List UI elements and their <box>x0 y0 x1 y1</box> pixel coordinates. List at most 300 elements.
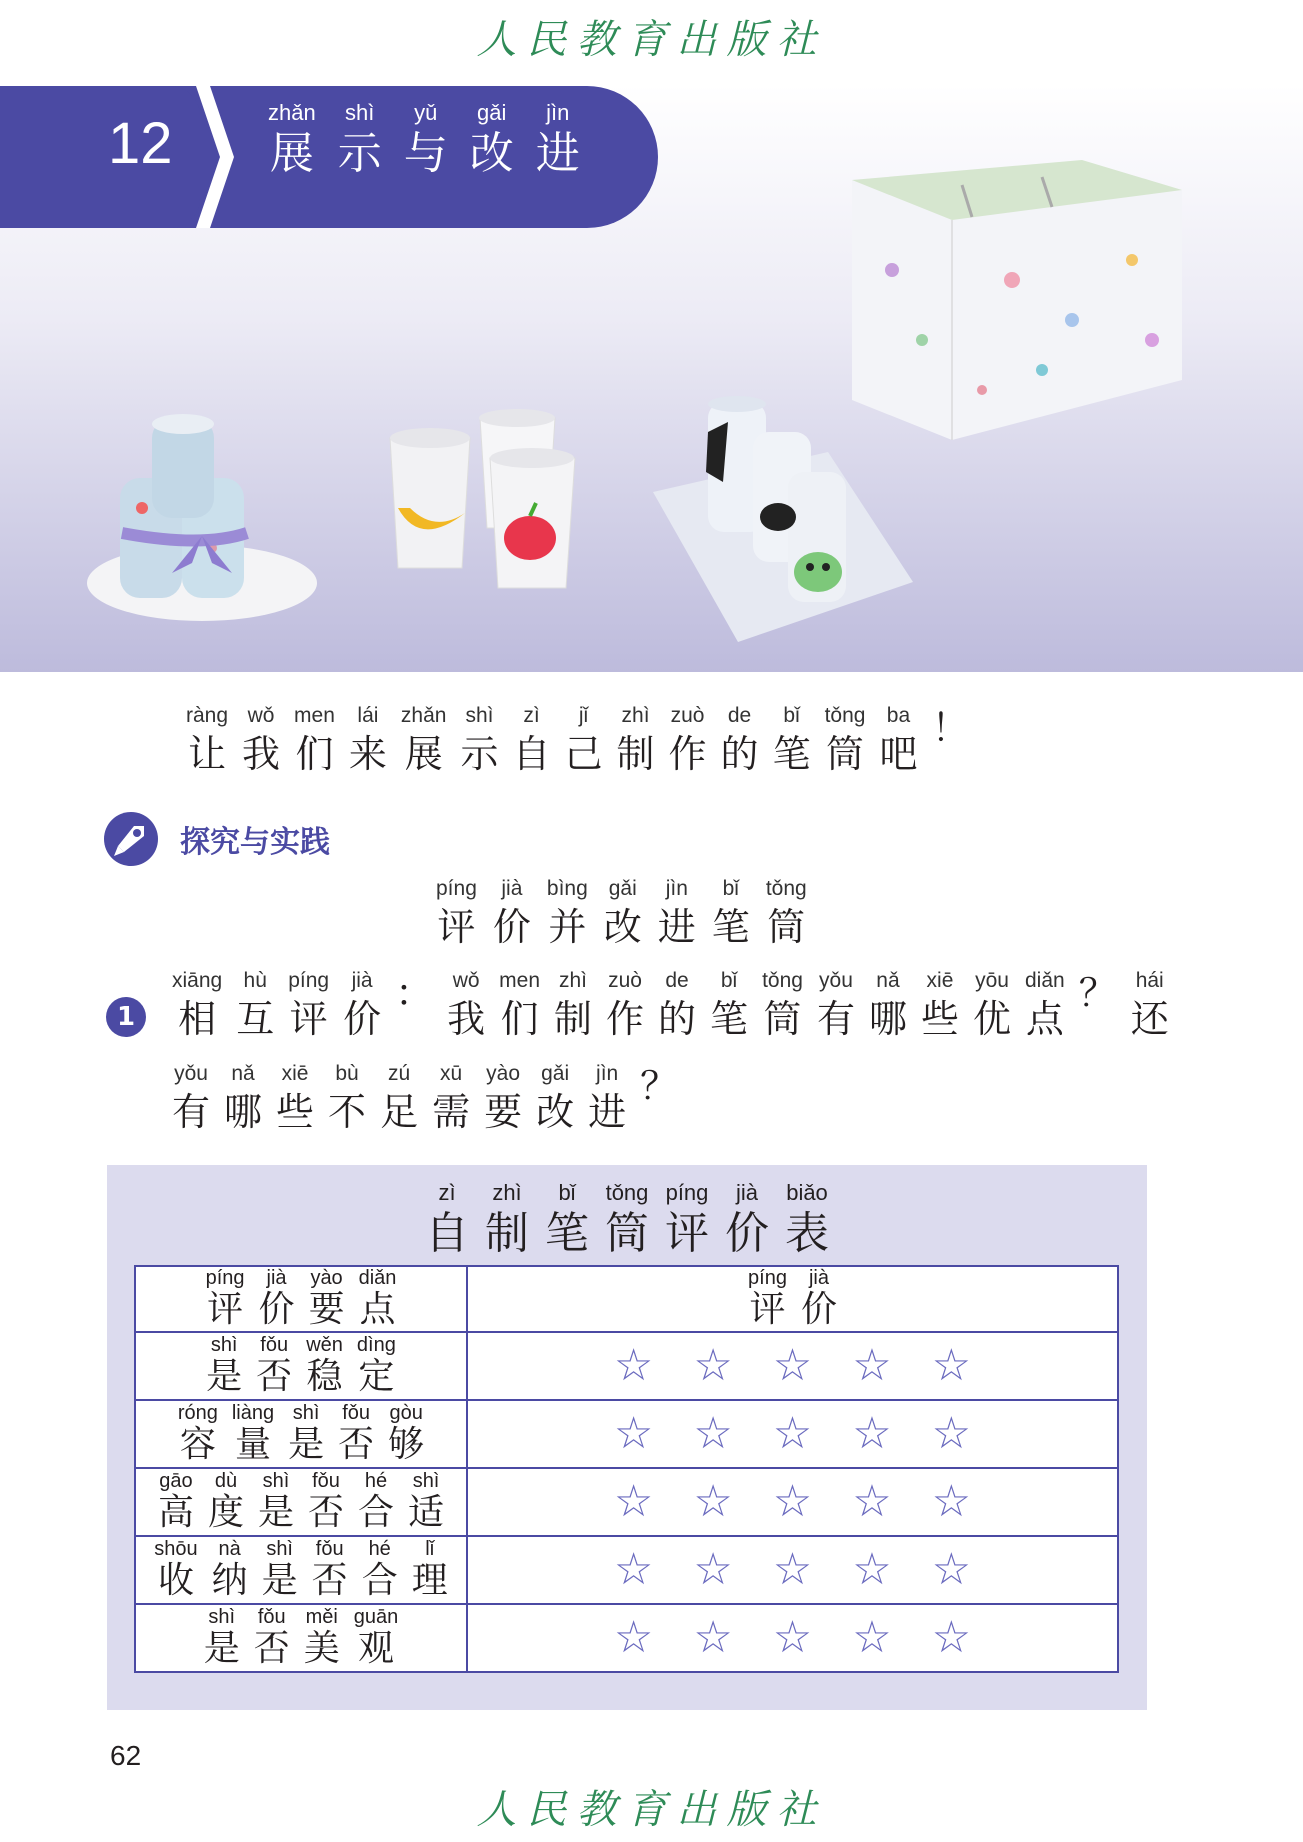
hanzi: 价 <box>343 997 382 1041</box>
pinyin: tǒng <box>765 877 807 900</box>
pinyin: píng <box>665 1180 709 1205</box>
pinyin: nǎ <box>876 969 900 992</box>
pinyin: tǒng <box>605 1180 649 1205</box>
ruby-char <box>288 968 329 1044</box>
hanzi: 价 <box>492 905 531 949</box>
ruby-char <box>357 1334 396 1398</box>
ruby-char <box>186 703 228 779</box>
ruby-char <box>470 100 514 182</box>
hanzi: 观 <box>358 1628 395 1669</box>
hanzi: 笔 <box>545 1208 589 1259</box>
hanzi: 来 <box>348 732 387 776</box>
pinyin: fǒu <box>257 1606 286 1628</box>
hanzi: 足 <box>380 1090 419 1134</box>
evaluation-table <box>134 1265 1119 1673</box>
ruby-char <box>432 1061 470 1137</box>
ruby-char <box>306 1334 343 1398</box>
ruby-char <box>640 1061 678 1137</box>
hanzi: 自 <box>425 1208 469 1259</box>
section-label: 探究与实践 <box>180 825 330 860</box>
ruby-char <box>294 703 335 779</box>
pinyin: píng <box>288 969 330 992</box>
hanzi: 要 <box>308 1289 345 1330</box>
ruby-char <box>1079 968 1117 1044</box>
pinyin: píng <box>205 1267 245 1289</box>
pinyin: fǒu <box>260 1334 289 1356</box>
pinyin: wěn <box>306 1334 343 1356</box>
pinyin: bǐ <box>783 704 800 727</box>
ruby-char <box>604 876 642 952</box>
pinyin: píng <box>748 1267 787 1289</box>
ruby-char <box>721 703 759 779</box>
hanzi: 筒 <box>605 1208 649 1259</box>
rocket-icon <box>104 812 158 866</box>
ruby-char <box>259 1267 295 1331</box>
pinyin: yǔ <box>414 100 438 125</box>
pinyin: gǎi <box>608 877 637 900</box>
pinyin: jìn <box>546 100 570 125</box>
star-rating-icon[interactable]: ☆ <box>693 1408 733 1459</box>
hanzi: 量 <box>234 1424 271 1465</box>
hanzi: 否 <box>256 1356 293 1397</box>
pinyin: wǒ <box>247 704 275 727</box>
hanzi: 优 <box>972 997 1011 1041</box>
ruby-char <box>338 100 382 182</box>
star-rating-icon[interactable]: ☆ <box>693 1612 733 1663</box>
pinyin: liàng <box>231 1402 275 1424</box>
star-rating-icon[interactable]: ☆ <box>693 1340 733 1391</box>
pinyin: hái <box>1135 969 1164 992</box>
pinyin: shōu <box>154 1538 198 1560</box>
header-rating-cell <box>467 1266 1118 1332</box>
ruby-char <box>606 968 644 1044</box>
hanzi: 纳 <box>211 1560 248 1601</box>
pinyin: bǐ <box>722 877 739 900</box>
hanzi: 些 <box>920 997 959 1041</box>
ruby-char <box>801 1267 837 1331</box>
lesson-title-ruby <box>268 100 580 182</box>
hanzi: 示 <box>337 128 382 179</box>
publisher-logo-top: 人民教育出版社 <box>476 17 827 63</box>
pinyin: dù <box>214 1470 238 1492</box>
pinyin: biǎo <box>786 1180 828 1205</box>
hanzi: 相 <box>178 997 217 1041</box>
pinyin: xiē <box>281 1062 309 1085</box>
hanzi: 们 <box>500 997 539 1041</box>
section-heading <box>104 812 330 866</box>
pinyin: jǐ <box>578 704 589 727</box>
hanzi: 我 <box>242 732 281 776</box>
pinyin: zhì <box>621 704 650 727</box>
hanzi: 理 <box>411 1560 448 1601</box>
pinyin: hù <box>243 969 267 992</box>
star-rating-icon[interactable]: ☆ <box>852 1612 892 1663</box>
ruby-char <box>395 968 433 1044</box>
pinyin: róng <box>177 1402 218 1424</box>
star-rating-icon[interactable]: ☆ <box>852 1340 892 1391</box>
hanzi: 评 <box>289 997 328 1041</box>
hanzi: 需 <box>432 1090 471 1134</box>
pinyin: tǒng <box>762 969 803 992</box>
pinyin: zì <box>438 1180 456 1205</box>
star-rating-icon[interactable]: ☆ <box>772 1340 813 1391</box>
hanzi: 制 <box>554 997 593 1041</box>
hanzi: 我 <box>447 997 486 1041</box>
hanzi: 进 <box>657 905 696 949</box>
hanzi: 进 <box>535 128 580 179</box>
ruby-char <box>773 703 811 779</box>
pen-holder-photo-box <box>852 140 1182 440</box>
pen-holder-photo-ribbon <box>82 398 322 628</box>
hanzi: 些 <box>276 1090 315 1134</box>
ruby-char <box>536 1061 574 1137</box>
pinyin: zhǎn <box>268 100 316 125</box>
pinyin: xiāng <box>172 969 223 992</box>
star-rating-icon[interactable]: ☆ <box>693 1544 733 1595</box>
ruby-char <box>401 703 447 779</box>
pinyin: fǒu <box>342 1402 371 1424</box>
ruby-char <box>224 1061 262 1137</box>
pinyin: yào <box>310 1267 343 1289</box>
star-rating-icon[interactable]: ☆ <box>772 1612 813 1663</box>
criteria-cell <box>135 1604 467 1672</box>
ruby-char <box>536 100 580 182</box>
criteria-cell <box>135 1332 467 1400</box>
star-rating-icon[interactable]: ☆ <box>931 1476 972 1527</box>
table-row <box>135 1536 1118 1604</box>
hanzi: 定 <box>358 1356 395 1397</box>
star-rating-icon[interactable]: ☆ <box>852 1544 892 1595</box>
star-rating-icon[interactable]: ☆ <box>613 1544 654 1595</box>
ruby-char <box>276 1061 314 1137</box>
pinyin: zhì <box>559 969 588 992</box>
star-rating-icon[interactable]: ☆ <box>772 1544 813 1595</box>
hanzi: 示 <box>460 732 499 776</box>
ruby-char <box>362 1538 398 1602</box>
hanzi: 与 <box>403 128 448 179</box>
ruby-char <box>178 1402 218 1466</box>
hanzi: 合 <box>358 1492 395 1533</box>
hanzi: ： <box>395 971 434 1015</box>
hanzi: 否 <box>308 1492 345 1533</box>
pinyin: ba <box>886 704 911 727</box>
pinyin: men <box>294 704 335 727</box>
ruby-char <box>242 703 280 779</box>
pinyin: de <box>665 969 689 992</box>
ruby-char <box>232 1402 274 1466</box>
pinyin: yào <box>486 1062 521 1085</box>
hanzi: 够 <box>388 1424 425 1465</box>
header-criteria-cell <box>135 1266 467 1332</box>
pinyin: zhì <box>492 1180 522 1205</box>
table-row <box>135 1400 1118 1468</box>
hanzi: 度 <box>207 1492 244 1533</box>
pinyin: měi <box>305 1606 338 1628</box>
hanzi: 点 <box>359 1289 396 1330</box>
hanzi: 互 <box>236 997 275 1041</box>
hanzi: 适 <box>408 1492 445 1533</box>
pinyin: jià <box>351 969 373 992</box>
ruby-char <box>304 1606 340 1670</box>
ruby-char <box>204 1606 240 1670</box>
ruby-char <box>545 1180 589 1262</box>
hanzi: 吧 <box>879 732 918 776</box>
ruby-char <box>617 703 655 779</box>
pinyin: gāo <box>159 1470 193 1492</box>
star-rating-icon[interactable]: ☆ <box>931 1408 972 1459</box>
hanzi: 还 <box>1130 997 1169 1041</box>
hanzi: 进 <box>588 1090 627 1134</box>
star-rating-icon[interactable]: ☆ <box>613 1340 654 1391</box>
ruby-char <box>485 1180 529 1262</box>
ruby-char <box>212 1538 248 1602</box>
hanzi: 评 <box>207 1289 244 1330</box>
ruby-char <box>359 1267 397 1331</box>
ruby-char <box>512 703 550 779</box>
ruby-char <box>158 1470 194 1534</box>
publisher-logo-bottom: 人民教育出版社 <box>476 1787 827 1833</box>
hanzi: 是 <box>203 1628 240 1669</box>
ruby-char <box>343 968 381 1044</box>
ruby-char <box>349 703 387 779</box>
table-row <box>135 1332 1118 1400</box>
ruby-char <box>869 968 907 1044</box>
pinyin: xū <box>439 1062 463 1085</box>
pinyin: lái <box>357 704 379 727</box>
criteria-cell <box>135 1536 467 1604</box>
ruby-char <box>412 1538 448 1602</box>
hanzi: 否 <box>311 1560 348 1601</box>
hanzi: 评 <box>437 905 476 949</box>
pinyin: nà <box>218 1538 241 1560</box>
hanzi: 价 <box>258 1289 295 1330</box>
hanzi: 容 <box>179 1424 216 1465</box>
ruby-char <box>565 703 603 779</box>
ruby-char <box>268 100 316 182</box>
table-row <box>135 1604 1118 1672</box>
star-rating-icon[interactable]: ☆ <box>772 1476 813 1527</box>
star-rating-icon[interactable]: ☆ <box>931 1340 972 1391</box>
pinyin: shì <box>262 1470 290 1492</box>
hanzi: 展 <box>269 128 314 179</box>
pinyin: zuò <box>608 969 642 992</box>
ruby-char <box>308 1470 344 1534</box>
pinyin: yōu <box>975 969 1009 992</box>
ruby-char <box>785 1180 829 1262</box>
ruby-char <box>288 1402 324 1466</box>
hanzi: 的 <box>658 997 697 1041</box>
pinyin: jìn <box>596 1062 619 1085</box>
ruby-char <box>328 1061 366 1137</box>
hanzi: ！ <box>931 706 970 750</box>
pinyin: shì <box>208 1606 236 1628</box>
hanzi: 是 <box>206 1356 243 1397</box>
hanzi: 不 <box>328 1090 367 1134</box>
pinyin: bìng <box>546 877 588 900</box>
star-rating-icon[interactable]: ☆ <box>613 1408 654 1459</box>
hanzi: 让 <box>188 732 227 776</box>
hanzi: 表 <box>785 1208 829 1259</box>
ruby-char <box>154 1538 197 1602</box>
ruby-char <box>425 1180 469 1262</box>
pinyin: tǒng <box>824 704 866 727</box>
hanzi: 改 <box>603 905 642 949</box>
pinyin: ràng <box>186 704 229 727</box>
pinyin: gǎi <box>477 100 507 125</box>
lesson-number: 12 <box>108 111 173 176</box>
ruby-char <box>460 703 498 779</box>
hanzi: 作 <box>606 997 645 1041</box>
pinyin: jià <box>501 877 523 900</box>
hanzi: 是 <box>261 1560 298 1601</box>
ruby-char <box>358 1470 394 1534</box>
evaluation-table-title <box>107 1180 1147 1262</box>
pinyin: guān <box>353 1606 399 1628</box>
item-text-line1 <box>172 968 1169 1044</box>
evaluation-table-panel <box>107 1165 1147 1710</box>
hanzi: 并 <box>548 905 587 949</box>
hanzi: 否 <box>253 1628 290 1669</box>
rating-cell <box>467 1332 1118 1400</box>
ruby-char <box>484 1061 522 1137</box>
pinyin: zú <box>387 1062 411 1085</box>
table-row <box>135 1468 1118 1536</box>
rating-cell <box>467 1400 1118 1468</box>
hanzi: 要 <box>484 1090 523 1134</box>
star-rating-icon[interactable]: ☆ <box>852 1476 892 1527</box>
chevron-divider-icon <box>196 86 236 228</box>
hanzi: 合 <box>361 1560 398 1601</box>
pinyin: fǒu <box>315 1538 344 1560</box>
hanzi: 己 <box>564 732 603 776</box>
pinyin: nǎ <box>231 1062 255 1085</box>
hanzi: 有 <box>816 997 855 1041</box>
lesson-banner <box>0 86 658 228</box>
pinyin: zuò <box>670 704 705 727</box>
ruby-char <box>499 968 540 1044</box>
ruby-char <box>309 1267 345 1331</box>
rating-cell <box>467 1604 1118 1672</box>
star-rating-icon[interactable]: ☆ <box>852 1408 892 1459</box>
pinyin: men <box>499 969 540 992</box>
pinyin: de <box>727 704 752 727</box>
ruby-char <box>172 968 222 1044</box>
ruby-char <box>1025 968 1065 1044</box>
star-rating-icon[interactable]: ☆ <box>772 1408 813 1459</box>
ruby-char <box>766 876 807 952</box>
hanzi: 展 <box>404 732 443 776</box>
star-rating-icon[interactable]: ☆ <box>693 1476 733 1527</box>
ruby-char <box>1131 968 1169 1044</box>
item-number-badge: 1 <box>106 997 146 1037</box>
hanzi: 评 <box>665 1208 709 1259</box>
ruby-char <box>206 1267 245 1331</box>
hanzi: 收 <box>157 1560 194 1601</box>
hanzi: 改 <box>536 1090 575 1134</box>
star-rating-icon[interactable]: ☆ <box>931 1612 972 1663</box>
ruby-char <box>879 703 917 779</box>
ruby-char <box>447 968 485 1044</box>
hanzi: 笔 <box>711 905 750 949</box>
hanzi: 制 <box>485 1208 529 1259</box>
hanzi: ？ <box>1078 971 1117 1015</box>
star-rating-icon[interactable]: ☆ <box>613 1476 654 1527</box>
hanzi: 筒 <box>826 732 865 776</box>
hanzi: 哪 <box>868 997 907 1041</box>
pinyin: shì <box>412 1470 440 1492</box>
ruby-char <box>712 876 750 952</box>
star-rating-icon[interactable]: ☆ <box>931 1544 972 1595</box>
ruby-char <box>254 1606 290 1670</box>
ruby-char <box>262 1538 298 1602</box>
ruby-char <box>256 1334 292 1398</box>
pinyin: jià <box>735 1180 758 1205</box>
hanzi: 美 <box>303 1628 340 1669</box>
pen-holder-photo-cups <box>380 398 616 594</box>
pinyin: diǎn <box>358 1267 397 1289</box>
pinyin: bǐ <box>558 1180 576 1205</box>
hanzi: 是 <box>257 1492 294 1533</box>
star-rating-icon[interactable]: ☆ <box>613 1612 654 1663</box>
ruby-char <box>710 968 748 1044</box>
hanzi: 评 <box>749 1289 786 1330</box>
hanzi: 的 <box>720 732 759 776</box>
pinyin: hé <box>364 1470 388 1492</box>
pinyin: jià <box>266 1267 287 1289</box>
ruby-char <box>436 876 477 952</box>
intro-sentence <box>186 703 969 779</box>
ruby-char <box>172 1061 210 1137</box>
table-header-row <box>135 1266 1118 1332</box>
ruby-char <box>338 1402 374 1466</box>
hanzi: 否 <box>338 1424 375 1465</box>
hanzi: 筒 <box>767 905 806 949</box>
ruby-char <box>493 876 531 952</box>
ruby-char <box>258 1470 294 1534</box>
hanzi: ？ <box>640 1064 679 1108</box>
ruby-char <box>817 968 855 1044</box>
pinyin: bù <box>335 1062 359 1085</box>
ruby-char <box>762 968 803 1044</box>
ruby-char <box>208 1470 244 1534</box>
ruby-char <box>658 876 696 952</box>
pinyin: lǐ <box>425 1538 435 1560</box>
hanzi: 价 <box>800 1289 837 1330</box>
hanzi: 制 <box>616 732 655 776</box>
hanzi: 点 <box>1025 997 1064 1041</box>
hanzi: 价 <box>725 1208 769 1259</box>
pinyin: bǐ <box>720 969 738 992</box>
ruby-char <box>547 876 588 952</box>
ruby-char <box>554 968 592 1044</box>
ruby-char <box>312 1538 348 1602</box>
hanzi: 笔 <box>772 732 811 776</box>
hanzi: 是 <box>288 1424 325 1465</box>
pinyin: dìng <box>356 1334 396 1356</box>
ruby-char <box>669 703 707 779</box>
ruby-char <box>236 968 274 1044</box>
ruby-char <box>404 100 448 182</box>
hanzi: 筒 <box>763 997 802 1041</box>
ruby-char <box>380 1061 418 1137</box>
lesson-title <box>268 100 580 182</box>
ruby-char <box>748 1267 787 1331</box>
ruby-char <box>725 1180 769 1262</box>
pinyin: hé <box>368 1538 391 1560</box>
pinyin: zhǎn <box>400 704 447 727</box>
pinyin: xiē <box>926 969 954 992</box>
pinyin: jià <box>808 1267 829 1289</box>
